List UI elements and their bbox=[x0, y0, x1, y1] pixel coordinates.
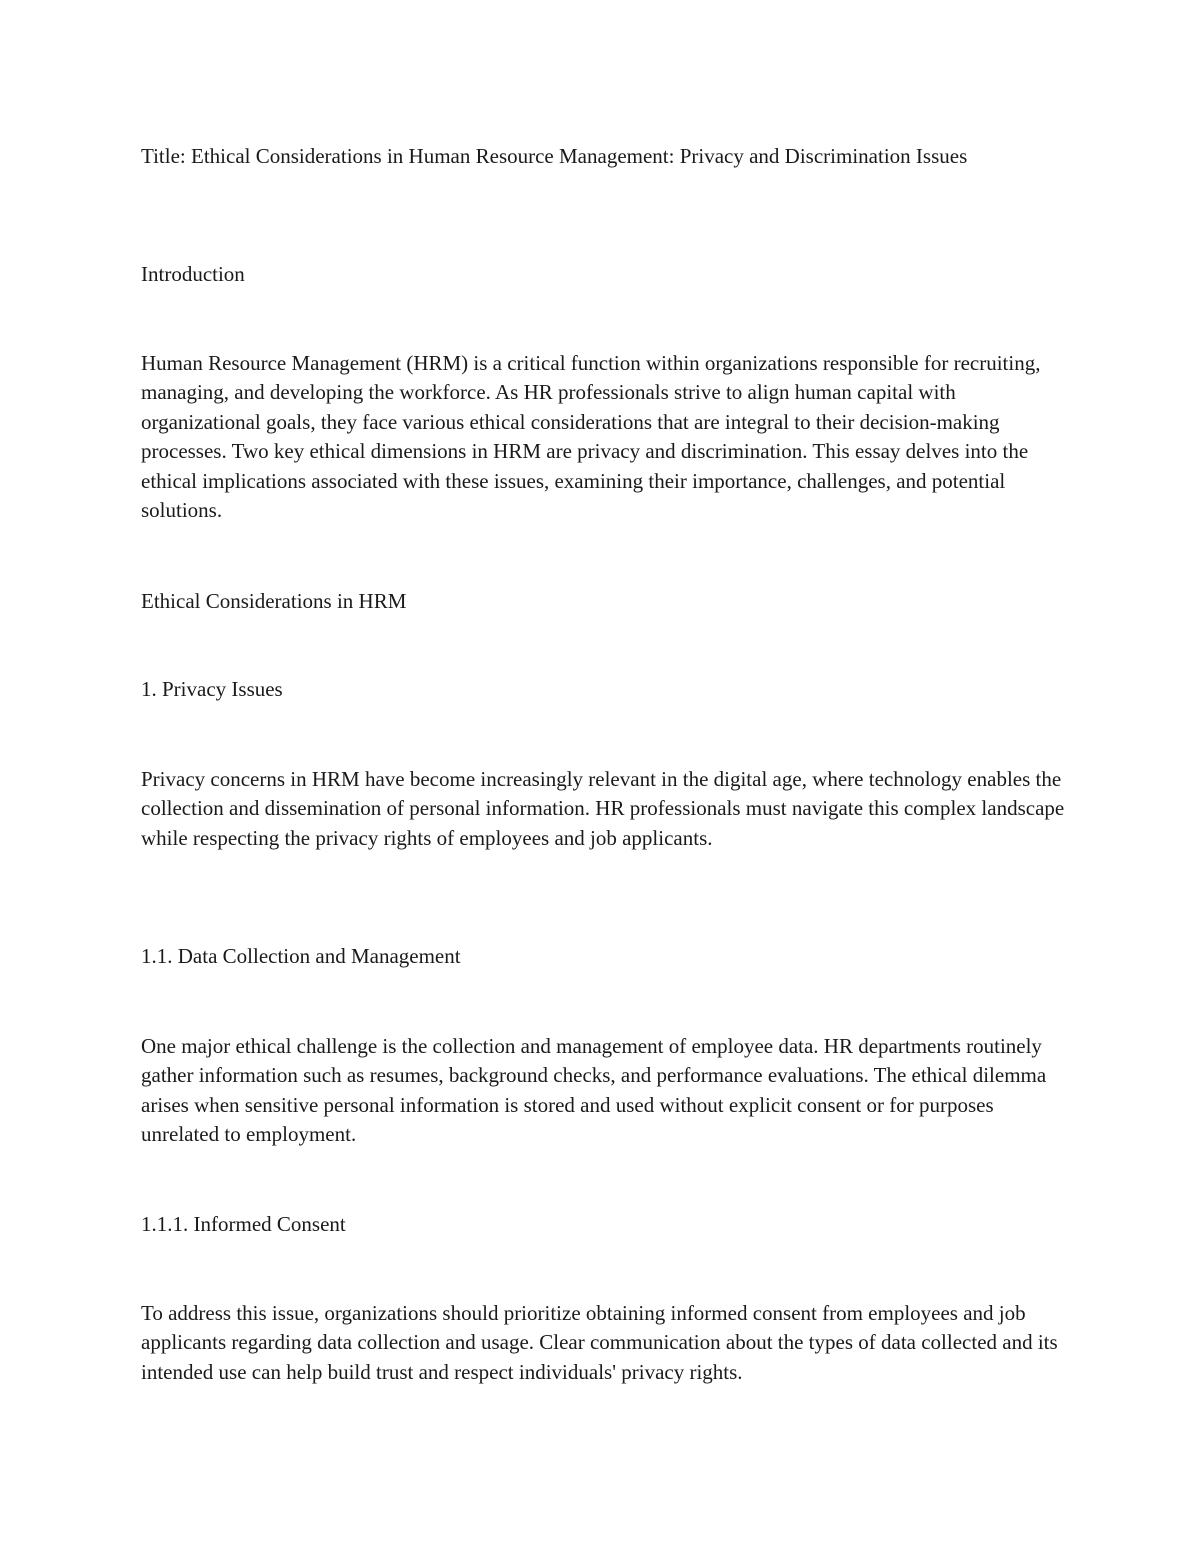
privacy-issues-paragraph: Privacy concerns in HRM have become increasingly relevant in the digital age, where technology enables the collection and dissemination of personal information. HR professionals must navigate this complex landscape while respecting the privacy rights of employees and job applicants. bbox=[141, 767, 1065, 850]
informed-consent-heading: 1.1.1. Informed Consent bbox=[141, 1212, 346, 1236]
informed-consent-paragraph: To address this issue, organizations should prioritize obtaining informed consent from employees and job applicants regarding data collection and usage. Clear communication about the types of data collected and its intended use can help build trust and respect individuals' privacy rights. bbox=[141, 1301, 1058, 1384]
introduction-heading: Introduction bbox=[141, 262, 245, 286]
introduction-paragraph: Human Resource Management (HRM) is a critical function within organizations responsible for recruiting, managing, and developing the workforce. As HR professionals strive to align human capital with organizational goals, they face various ethical considerations that are integral to their decision-making processes. Two key ethical dimensions in HRM are privacy and discrimination. This essay delves into the ethical implications associated with these issues, examining their importance, challenges, and potential solutions. bbox=[141, 351, 1041, 523]
privacy-issues-heading: 1. Privacy Issues bbox=[141, 677, 283, 701]
data-collection-heading: 1.1. Data Collection and Management bbox=[141, 944, 461, 968]
data-collection-paragraph: One major ethical challenge is the collection and management of employee data. HR departments routinely gather information such as resumes, background checks, and performance evaluations. The ethical dilemma arises when sensitive personal information is stored and used without explicit consent or for purposes unrelated to employment. bbox=[141, 1034, 1047, 1147]
ethical-considerations-heading: Ethical Considerations in HRM bbox=[141, 589, 407, 613]
document-title: Title: Ethical Considerations in Human Resource Management: Privacy and Discrimination Issues bbox=[141, 144, 968, 168]
